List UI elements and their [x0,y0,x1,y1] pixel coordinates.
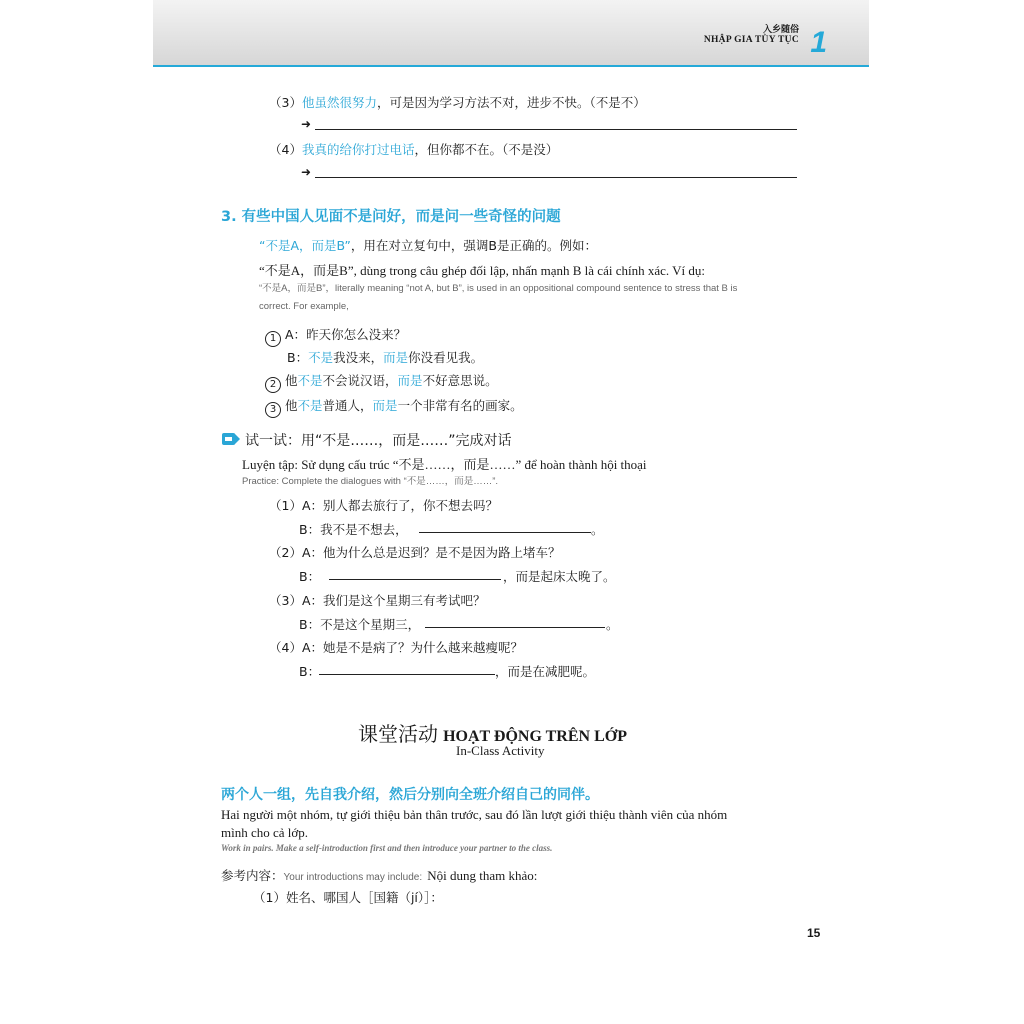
dialogue-1-b-pre: B：我不是不想去， [299,522,408,537]
blank-line[interactable] [425,627,605,628]
exercise-item-3: （3）他虽然很努力，可是因为学习方法不对，进步不快。（不是不） [269,95,646,110]
activity-instruction-en: Work in pairs. Make a self-introduction first and then introduce your partner to the class. [221,843,553,853]
dialogue-3-b-pre: B：不是这个星期三， [299,617,421,632]
activity-title-cn: 课堂活动 [358,722,438,746]
explain-en-line1: “不是A，而是B”，literally meaning “not A, but B”, is used in an oppositional compound sentence to stress that B is [259,283,738,294]
blank-line[interactable] [329,579,501,580]
dialogue-3-a: （3）A：我们是这个星期三有考试吧？ [269,593,486,608]
example-3: 3 他不是普通人，而是一个非常有名的画家。 [265,396,523,418]
practice-title-en: Practice: Complete the dialogues with “不是……，而是……”. [242,476,499,487]
activity-instruction-vn-line2: mình cho cả lớp. [221,825,309,840]
answer-arrow: ➜ [301,117,312,131]
pencil-icon [221,431,241,447]
example-1a: 1 A：昨天你怎么没来？ [265,325,406,347]
circled-number: 2 [265,377,281,393]
activity-title-en: In-Class Activity [456,743,545,758]
explain-vn: “不是A，而是B”, dùng trong câu ghép đối lập, nhấn mạnh B là cái chính xác. Ví dụ: [259,263,705,278]
exercise-item-4: （4）我真的给你打过电话，但你都不在。（不是没） [269,142,559,157]
reference-label: 参考内容：Your introductions may include: Nội dung tham khảo: [221,868,538,883]
dialogue-4-a: （4）A：她是不是病了？为什么越来越瘦呢？ [269,640,524,655]
explain-cn: “不是A，而是B”，用在对立复句中，强调B是正确的。例如： [259,238,597,253]
example-1b: B：不是我没来，而是你没看见我。 [287,350,484,365]
header-rule [153,65,869,67]
blank-line[interactable] [319,674,495,675]
practice-title-cn: 试一试：用“不是……，而是……”完成对话 [245,433,512,449]
dialogue-1-b-post: 。 [591,522,604,537]
lesson-number: 1 [810,26,827,59]
activity-instruction-cn: 两个人一组，先自我介绍，然后分别向全班介绍自己的同伴。 [221,787,599,803]
activity-title-vn: HOẠT ĐỘNG TRÊN LỚP [443,728,627,745]
activity-instruction-vn-line1: Hai người một nhóm, tự giới thiệu bản thân trước, sau đó lần lượt giới thiệu thành viên của nhóm [221,807,728,822]
circled-number: 3 [265,402,281,418]
practice-title-vn: Luyện tập: Sử dụng cấu trúc “不是……，而是……” để hoàn thành hội thoại [242,457,647,472]
answer-line[interactable] [315,129,797,130]
dialogue-4-b-post: ，而是在减肥呢。 [495,664,596,679]
dialogue-2-b-pre: B： [299,569,321,584]
section-title: 3. 有些中国人见面不是问好，而是问一些奇怪的问题 [221,209,561,225]
page-number: 15 [807,926,821,940]
dialogue-3-b-post: 。 [606,617,619,632]
example-2: 2 他不是不会说汉语，而是不好意思说。 [265,371,498,393]
dialogue-2-b-post: ，而是起床太晚了。 [503,569,616,584]
answer-arrow: ➜ [301,165,312,179]
dialogue-4-b-pre: B： [299,664,321,679]
answer-line[interactable] [315,177,797,178]
lesson-title-cn: 入乡随俗 [762,25,799,35]
header-band [153,0,869,66]
reference-item-1: （1）姓名、哪国人［国籍（jí）］： [253,890,443,905]
lesson-title-vn: NHẬP GIA TÙY TỤC [703,35,799,45]
page [153,0,869,1024]
circled-number: 1 [265,331,281,347]
dialogue-1-a: （1）A：别人都去旅行了，你不想去吗？ [269,498,499,513]
dialogue-2-a: （2）A：他为什么总是迟到？是不是因为路上堵车？ [269,545,561,560]
explain-en-line2: correct. For example, [259,301,349,312]
blank-line[interactable] [419,532,591,533]
